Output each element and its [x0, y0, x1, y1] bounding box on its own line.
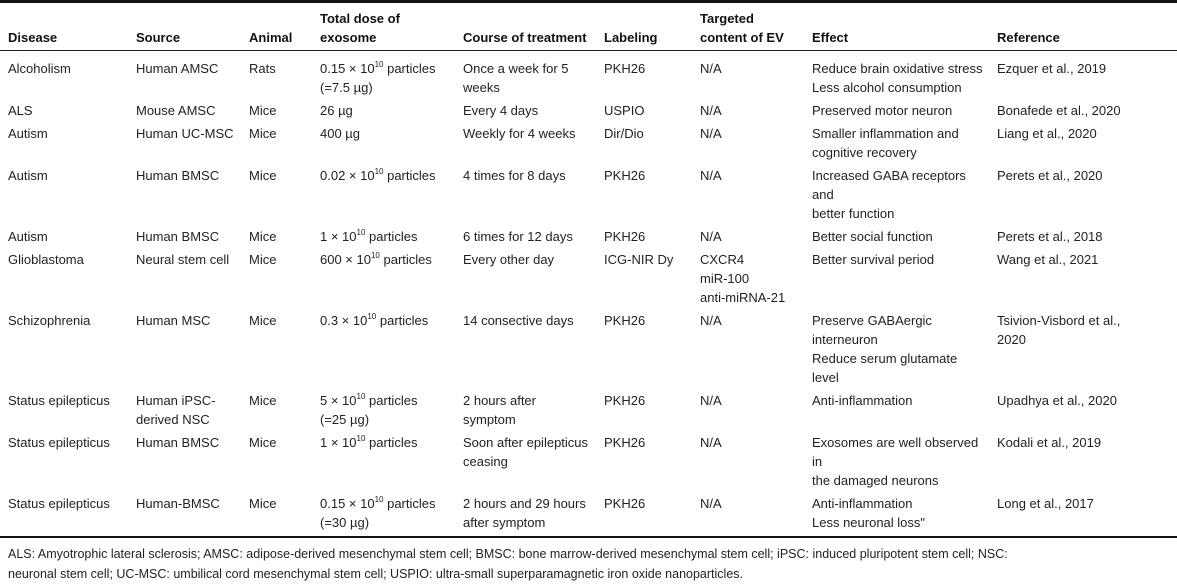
target-line: N/A	[700, 126, 722, 141]
cell-labeling: ICG-NIR Dy	[604, 252, 674, 267]
cell-effect	[804, 389, 989, 431]
effect-line: interneuron	[812, 332, 878, 347]
header-dose	[312, 7, 455, 51]
dose-exponent: 10	[374, 495, 384, 504]
cell-disease: Status epilepticus	[8, 393, 110, 408]
dose-line2: (=25 µg)	[320, 412, 370, 427]
course-line: 2 hours and 29 hours	[463, 496, 586, 511]
table-row	[0, 164, 1177, 225]
header-disease: Disease	[8, 30, 58, 45]
cell-reference	[989, 99, 1177, 122]
dose-exponent: 10	[374, 60, 384, 69]
header-dose-line2: exosome	[320, 30, 377, 45]
dose-unit: particles	[365, 393, 418, 408]
dose-line1	[320, 250, 451, 269]
footnote-line1: ALS: Amyotrophic lateral sclerosis; AMSC: adipose-derived mesenchymal stem cell; BMSC: bone marrow-derived mesenchymal stem cell; iPSC: induced pluripotent stem cell; NSC:	[8, 547, 1008, 561]
effect-line: Better social function	[812, 229, 933, 244]
source-line: Human-BMSC	[136, 496, 220, 511]
cell-animal: Mice	[249, 103, 277, 118]
cell-animal: Mice	[249, 126, 277, 141]
cell-course	[455, 164, 596, 225]
cell-reference	[989, 492, 1177, 537]
effect-line: better function	[812, 206, 895, 221]
cell-dose	[312, 389, 455, 431]
dose-unit: particles	[383, 61, 436, 76]
cell-effect	[804, 248, 989, 309]
dose-unit: particles	[383, 168, 436, 183]
dose-line1	[320, 391, 451, 410]
header-animal: Animal	[249, 30, 293, 45]
course-line: Once a week for 5	[463, 61, 569, 76]
cell-course	[455, 389, 596, 431]
dose-exponent: 10	[370, 251, 380, 260]
dose-base: 1 × 10	[320, 435, 357, 450]
header-target-line1: Targeted	[700, 11, 754, 26]
cell-animal: Mice	[249, 393, 277, 408]
header-row	[0, 7, 1177, 51]
cell-course	[455, 99, 596, 122]
cell-effect	[804, 122, 989, 164]
cell-animal: Rats	[249, 61, 276, 76]
cell-dose	[312, 309, 455, 389]
cell-labeling: PKH26	[604, 393, 646, 408]
cell-effect	[804, 164, 989, 225]
dose-line1	[320, 433, 451, 452]
cell-labeling: PKH26	[604, 229, 646, 244]
dose-exponent: 10	[374, 167, 384, 176]
course-line: weeks	[463, 80, 500, 95]
cell-animal: Mice	[249, 229, 277, 244]
target-line: N/A	[700, 313, 722, 328]
effect-line: Better survival period	[812, 252, 935, 267]
reference-line: Perets et al., 2020	[997, 168, 1103, 183]
table-row	[0, 431, 1177, 492]
source-line: Neural stem cell	[136, 252, 230, 267]
top-rule	[0, 0, 1177, 3]
cell-source	[128, 431, 241, 492]
dose-base: 26 µg	[320, 103, 353, 118]
cell-effect	[804, 492, 989, 537]
effect-line: Smaller inflammation and	[812, 126, 959, 141]
source-line: Human BMSC	[136, 229, 220, 244]
cell-source	[128, 122, 241, 164]
effect-line: Reduce serum glutamate level	[812, 351, 958, 385]
reference-line: Wang et al., 2021	[997, 252, 1099, 267]
target-line: N/A	[700, 168, 722, 183]
effect-line: the damaged neurons	[812, 473, 939, 488]
cell-labeling: USPIO	[604, 103, 645, 118]
dose-unit: particles	[376, 313, 429, 328]
cell-dose	[312, 164, 455, 225]
dose-line2: (=7.5 µg)	[320, 80, 373, 95]
cell-target	[692, 164, 804, 225]
dose-line1	[320, 227, 451, 246]
target-line: N/A	[700, 496, 722, 511]
target-line: N/A	[700, 61, 722, 76]
target-line: N/A	[700, 435, 722, 450]
header-source: Source	[136, 30, 181, 45]
cell-reference	[989, 51, 1177, 100]
cell-reference	[989, 309, 1177, 389]
dose-base: 0.02 × 10	[320, 168, 375, 183]
effect-line: Preserved motor neuron	[812, 103, 953, 118]
cell-effect	[804, 51, 989, 100]
effect-line: Anti-inflammation	[812, 496, 913, 511]
cell-course	[455, 492, 596, 537]
header-reference: Reference	[997, 30, 1060, 45]
dose-unit: particles	[379, 252, 432, 267]
dose-exponent: 10	[367, 312, 377, 321]
dose-line1	[320, 59, 451, 78]
footnote-line2: neuronal stem cell; UC-MSC: umbilical cord mesenchymal stem cell; USPIO: ultra-small superparamagnetic iron oxide nanoparticles.	[8, 567, 744, 581]
target-line: N/A	[700, 103, 722, 118]
cell-disease: Alcoholism	[8, 61, 71, 76]
source-line: Human iPSC-	[136, 393, 216, 408]
source-line: Human BMSC	[136, 168, 220, 183]
cell-target	[692, 492, 804, 537]
dose-unit: particles	[383, 496, 436, 511]
cell-animal: Mice	[249, 496, 277, 511]
source-line: derived NSC	[136, 412, 210, 427]
header-dose-line1: Total dose of	[320, 11, 400, 26]
cell-labeling: PKH26	[604, 313, 646, 328]
cell-disease: Autism	[8, 229, 48, 244]
cell-course	[455, 225, 596, 248]
table-row	[0, 99, 1177, 122]
effect-line: Anti-inflammation	[812, 393, 913, 408]
cell-dose	[312, 431, 455, 492]
dose-base: 1 × 10	[320, 229, 357, 244]
cell-course	[455, 51, 596, 100]
effect-line: Less neuronal loss"	[812, 515, 926, 530]
reference-line: Tsivion-Visbord et al.,	[997, 313, 1121, 328]
cell-course	[455, 122, 596, 164]
dose-exponent: 10	[356, 228, 366, 237]
reference-line: Perets et al., 2018	[997, 229, 1103, 244]
dose-unit: particles	[365, 435, 418, 450]
effect-line: Increased GABA receptors and	[812, 168, 966, 202]
dose-line1	[320, 311, 451, 330]
cell-reference	[989, 164, 1177, 225]
reference-line: Ezquer et al., 2019	[997, 61, 1107, 76]
dose-base: 5 × 10	[320, 393, 357, 408]
cell-reference	[989, 122, 1177, 164]
cell-dose	[312, 492, 455, 537]
cell-target	[692, 309, 804, 389]
cell-reference	[989, 225, 1177, 248]
effect-line: Less alcohol consumption	[812, 80, 962, 95]
header-labeling: Labeling	[604, 30, 658, 45]
dose-base: 0.3 × 10	[320, 313, 368, 328]
cell-disease: Schizophrenia	[8, 313, 91, 328]
cell-source	[128, 248, 241, 309]
cell-animal: Mice	[249, 435, 277, 450]
cell-disease: Glioblastoma	[8, 252, 84, 267]
cell-effect	[804, 431, 989, 492]
header-target-line2: content of EV	[700, 30, 784, 45]
cell-effect	[804, 309, 989, 389]
cell-labeling: PKH26	[604, 496, 646, 511]
cell-target	[692, 51, 804, 100]
dose-base: 600 × 10	[320, 252, 371, 267]
course-line: 14 consective days	[463, 313, 574, 328]
cell-reference	[989, 389, 1177, 431]
cell-reference	[989, 431, 1177, 492]
target-line: anti-miRNA-21	[700, 290, 786, 305]
cell-source	[128, 164, 241, 225]
cell-course	[455, 431, 596, 492]
dose-exponent: 10	[356, 392, 366, 401]
reference-line: 2020	[997, 332, 1026, 347]
dose-unit: particles	[365, 229, 418, 244]
dose-line2: (=30 µg)	[320, 515, 370, 530]
reference-line: Liang et al., 2020	[997, 126, 1097, 141]
cell-labeling: PKH26	[604, 168, 646, 183]
effect-line: Exosomes are well observed in	[812, 435, 979, 469]
cell-source	[128, 99, 241, 122]
cell-animal: Mice	[249, 313, 277, 328]
table-row	[0, 248, 1177, 309]
cell-source	[128, 492, 241, 537]
target-line: miR-100	[700, 271, 750, 286]
table-row	[0, 309, 1177, 389]
effect-line: cognitive recovery	[812, 145, 917, 160]
course-line: ceasing	[463, 454, 508, 469]
table-row	[0, 122, 1177, 164]
table-row	[0, 225, 1177, 248]
header-target	[692, 7, 804, 51]
cell-animal: Mice	[249, 252, 277, 267]
dose-line1	[320, 101, 451, 120]
source-line: Human BMSC	[136, 435, 220, 450]
dose-base: 400 µg	[320, 126, 361, 141]
course-line: Every 4 days	[463, 103, 539, 118]
table-row	[0, 492, 1177, 537]
cell-source	[128, 309, 241, 389]
course-line: Soon after epilepticus	[463, 435, 589, 450]
reference-line: Upadhya et al., 2020	[997, 393, 1117, 408]
cell-target	[692, 431, 804, 492]
cell-reference	[989, 248, 1177, 309]
cell-disease: Status epilepticus	[8, 435, 110, 450]
course-line: 4 times for 8 days	[463, 168, 566, 183]
cell-effect	[804, 99, 989, 122]
table-row	[0, 51, 1177, 100]
reference-line: Kodali et al., 2019	[997, 435, 1102, 450]
course-line: 6 times for 12 days	[463, 229, 573, 244]
cell-target	[692, 389, 804, 431]
source-line: Human MSC	[136, 313, 211, 328]
cell-animal: Mice	[249, 168, 277, 183]
cell-dose	[312, 51, 455, 100]
dose-line1	[320, 124, 451, 143]
cell-course	[455, 248, 596, 309]
cell-disease: Status epilepticus	[8, 496, 110, 511]
target-line: N/A	[700, 393, 722, 408]
table-row	[0, 389, 1177, 431]
dose-exponent: 10	[356, 434, 366, 443]
dose-line1	[320, 166, 451, 185]
cell-dose	[312, 225, 455, 248]
cell-target	[692, 225, 804, 248]
cell-target	[692, 122, 804, 164]
cell-disease: Autism	[8, 126, 48, 141]
cell-dose	[312, 99, 455, 122]
cell-target	[692, 248, 804, 309]
exosome-table	[0, 7, 1177, 538]
cell-dose	[312, 122, 455, 164]
cell-disease: ALS	[8, 103, 33, 118]
cell-labeling: Dir/Dio	[604, 126, 644, 141]
cell-course	[455, 309, 596, 389]
cell-source	[128, 389, 241, 431]
course-line: 2 hours after symptom	[463, 393, 536, 427]
header-effect: Effect	[812, 30, 849, 45]
cell-labeling: PKH26	[604, 61, 646, 76]
dose-base: 0.15 × 10	[320, 61, 375, 76]
reference-line: Bonafede et al., 2020	[997, 103, 1121, 118]
header-course: Course of treatment	[463, 30, 587, 45]
cell-target	[692, 99, 804, 122]
course-line: Weekly for 4 weeks	[463, 126, 576, 141]
target-line: N/A	[700, 229, 722, 244]
cell-dose	[312, 248, 455, 309]
source-line: Human AMSC	[136, 61, 219, 76]
effect-line: Preserve GABAergic	[812, 313, 932, 328]
course-line: Every other day	[463, 252, 555, 267]
cell-effect	[804, 225, 989, 248]
reference-line: Long et al., 2017	[997, 496, 1094, 511]
cell-source	[128, 51, 241, 100]
target-line: CXCR4	[700, 252, 745, 267]
course-line: after symptom	[463, 515, 546, 530]
effect-line: Reduce brain oxidative stress	[812, 61, 983, 76]
source-line: Human UC-MSC	[136, 126, 234, 141]
footnote	[0, 538, 1177, 584]
cell-source	[128, 225, 241, 248]
dose-base: 0.15 × 10	[320, 496, 375, 511]
cell-disease: Autism	[8, 168, 48, 183]
cell-labeling: PKH26	[604, 435, 646, 450]
source-line: Mouse AMSC	[136, 103, 216, 118]
dose-line1	[320, 494, 451, 513]
